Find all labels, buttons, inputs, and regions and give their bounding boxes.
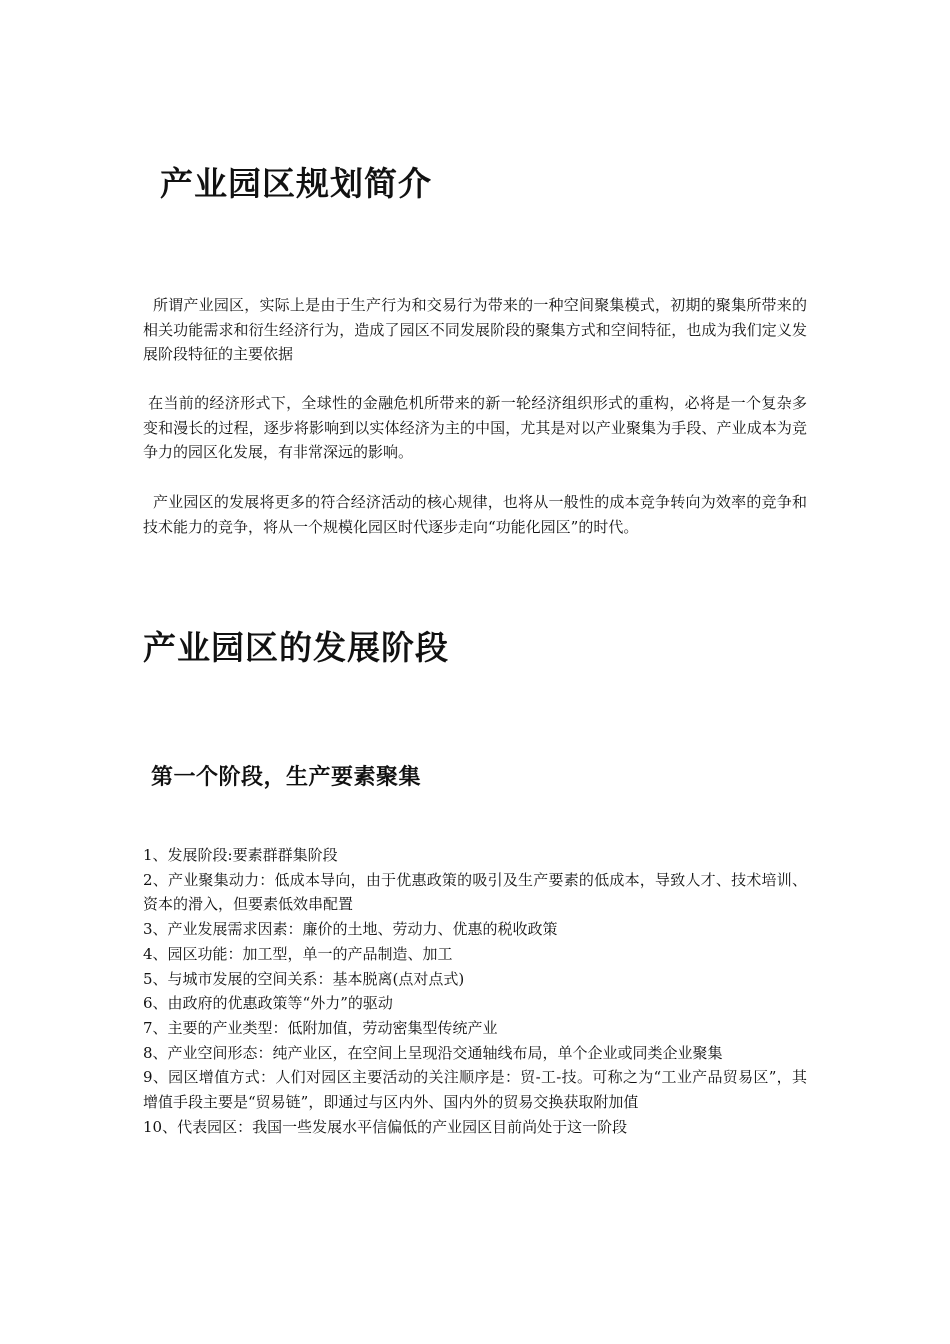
list-item: 7、主要的产业类型：低附加值，劳动密集型传统产业 [143, 1018, 498, 1037]
list-item: 5、与城市发展的空间关系：基本脱离(点对点式) [143, 969, 465, 988]
intro-paragraph-3: 产业园区的发展将更多的符合经济活动的核心规律，也将从一般性的成本竞争转向为效率的竞争和技术能力的竞争，将从一个规模化园区时代逐步走向“功能化园区”的时代。 [143, 493, 807, 536]
list-item: 1、发展阶段:要素群群集阶段 [143, 846, 338, 864]
list-item: 8、产业空间形态：纯产业区，在空间上呈现沿交通轴线布局，单个企业或同类企业聚集 [143, 1043, 723, 1062]
list-item: 2、产业聚集动力：低成本导向，由于优惠政策的吸引及生产要素的低成本，导致人才、技术培训、资本的滑入，但要素低效串配置 [143, 870, 807, 914]
list-item: 9、园区增值方式：人们对园区主要活动的关注顺序是：贸-工-技。可称之为“工业产品贸易区”，其增值手段主要是“贸易链”，即通过与区内外、国内外的贸易交换获取附加值 [143, 1068, 807, 1112]
list-item: 4、园区功能：加工型，单一的产品制造、加工 [143, 944, 453, 963]
section-title-stages: 产业园区的发展阶段 [143, 628, 449, 667]
intro-paragraph-1: 所谓产业园区，实际上是由于生产行为和交易行为带来的一种空间聚集模式，初期的聚集所带来的相关功能需求和衍生经济行为，造成了园区不同发展阶段的聚集方式和空间特征，也成为我们定义发展阶段特征的主要依据 [143, 296, 807, 363]
list-item: 3、产业发展需求因素：廉价的土地、劳动力、优惠的税收政策 [143, 920, 558, 939]
stage-1-heading: 第一个阶段，生产要素聚集 [151, 765, 422, 790]
section-title-intro: 产业园区规划简介 [160, 164, 432, 203]
stage-1-list [143, 843, 807, 1139]
list-item: 6、由政府的优惠政策等“外力”的驱动 [143, 994, 393, 1013]
intro-paragraph-2: 在当前的经济形式下，全球性的金融危机所带来的新一轮经济组织形式的重构，必将是一个复杂多变和漫长的过程，逐步将影响到以实体经济为主的中国，尤其是对以产业聚集为手段、产业成本为竞争力的园区化发展，有非常深远的影响。 [143, 394, 807, 461]
list-item: 10、代表园区：我国一些发展水平信偏低的产业园区目前尚处于这一阶段 [143, 1117, 628, 1136]
